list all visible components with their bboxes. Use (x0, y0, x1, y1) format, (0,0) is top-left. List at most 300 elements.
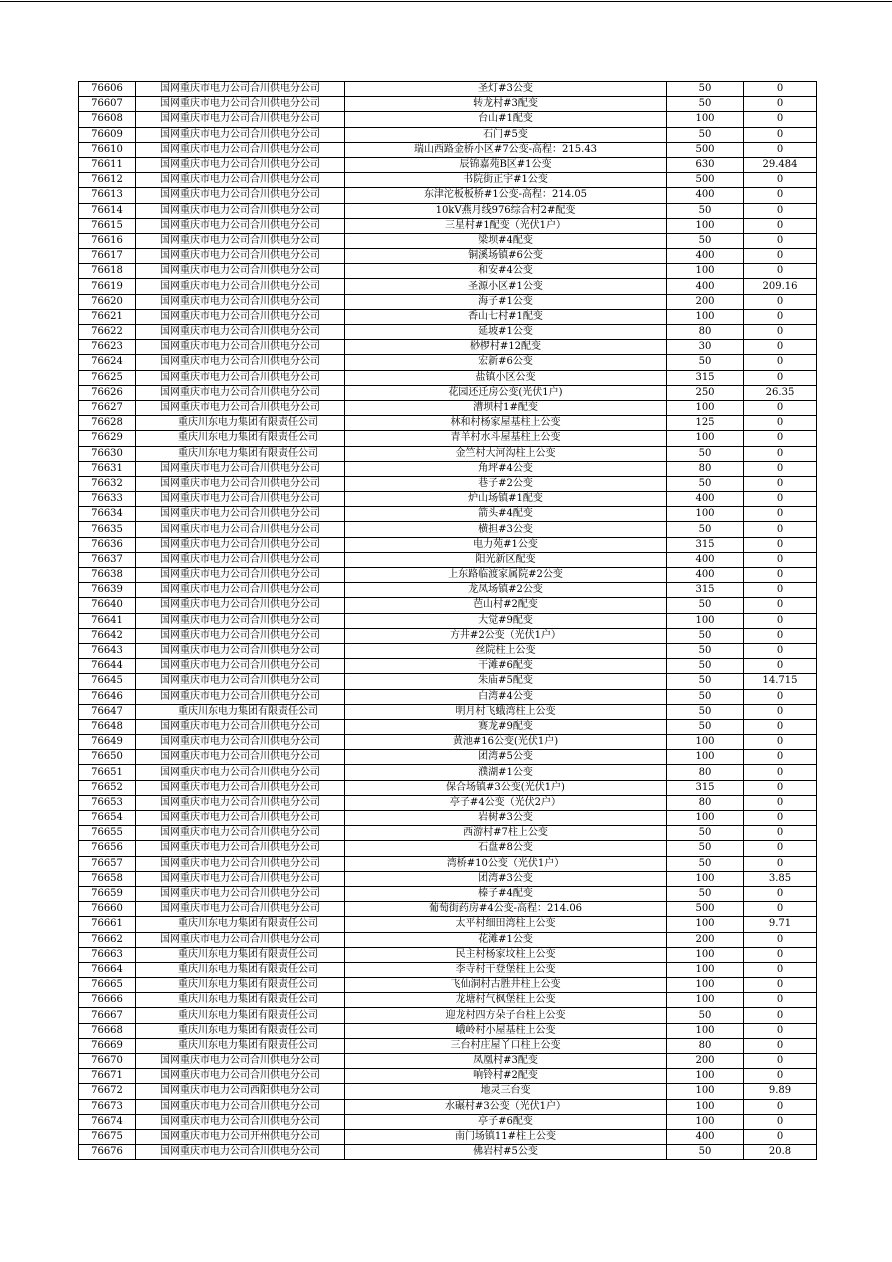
table-row (79, 719, 817, 734)
transformer-name-cell: 李寺村干登堡柱上公变 (345, 962, 667, 977)
transformer-name-cell: 明月村飞蛾湾柱上公变 (345, 704, 667, 719)
record-id-cell: 76672 (79, 1084, 136, 1099)
company-cell: 国网重庆市电力公司合川供电分公司 (136, 340, 345, 355)
record-id-cell: 76614 (79, 203, 136, 218)
transformer-name-cell: 太平村细田湾柱上公变 (345, 917, 667, 932)
table-row (79, 856, 817, 871)
capacity-cell: 400 (667, 279, 744, 294)
capacity-cell: 50 (667, 82, 744, 97)
company-cell: 国网重庆市电力公司合川供电分公司 (136, 886, 345, 901)
capacity-cell: 400 (667, 552, 744, 567)
record-id-cell: 76617 (79, 249, 136, 264)
value-cell: 0 (744, 962, 817, 977)
record-id-cell: 76646 (79, 689, 136, 704)
table-row (79, 735, 817, 750)
capacity-cell: 30 (667, 340, 744, 355)
record-id-cell: 76627 (79, 400, 136, 415)
value-cell: 0 (744, 643, 817, 658)
capacity-cell: 125 (667, 416, 744, 431)
company-cell: 国网重庆市电力公司合川供电分公司 (136, 157, 345, 172)
value-cell: 0 (744, 811, 817, 826)
capacity-cell: 200 (667, 294, 744, 309)
value-cell: 0 (744, 461, 817, 476)
company-cell: 国网重庆市电力公司合川供电分公司 (136, 82, 345, 97)
capacity-cell: 50 (667, 233, 744, 248)
company-cell: 国网重庆市电力公司合川供电分公司 (136, 476, 345, 491)
transformer-name-cell: 西游村#7柱上公变 (345, 826, 667, 841)
record-id-cell: 76657 (79, 856, 136, 871)
record-id-cell: 76669 (79, 1038, 136, 1053)
company-cell: 国网重庆市电力公司合川供电分公司 (136, 188, 345, 203)
value-cell: 0 (744, 1038, 817, 1053)
value-cell: 0 (744, 1023, 817, 1038)
record-id-cell: 76674 (79, 1114, 136, 1129)
table-row (79, 568, 817, 583)
value-cell: 0 (744, 370, 817, 385)
table-row (79, 1069, 817, 1084)
transformer-name-cell: 凤凰村#3配变 (345, 1054, 667, 1069)
table-row (79, 993, 817, 1008)
company-cell: 国网重庆市电力公司合川供电分公司 (136, 613, 345, 628)
table-row (79, 613, 817, 628)
capacity-cell: 315 (667, 583, 744, 598)
table-body (79, 82, 817, 1160)
value-cell: 0 (744, 233, 817, 248)
company-cell: 重庆川东电力集团有限责任公司 (136, 704, 345, 719)
page-top-rule (0, 1, 892, 2)
value-cell: 209.16 (744, 279, 817, 294)
table-row (79, 583, 817, 598)
company-cell: 国网重庆市电力公司合川供电分公司 (136, 689, 345, 704)
capacity-cell: 100 (667, 400, 744, 415)
table-row (79, 400, 817, 415)
transformer-name-cell: 芭山村#2配变 (345, 598, 667, 613)
company-cell: 国网重庆市电力公司合川供电分公司 (136, 795, 345, 810)
capacity-cell: 50 (667, 628, 744, 643)
value-cell: 0 (744, 127, 817, 142)
transformer-table (78, 81, 817, 1160)
value-cell: 0 (744, 537, 817, 552)
value-cell: 0 (744, 704, 817, 719)
company-cell: 国网重庆市电力公司合川供电分公司 (136, 568, 345, 583)
value-cell: 3.85 (744, 871, 817, 886)
capacity-cell: 50 (667, 598, 744, 613)
capacity-cell: 80 (667, 325, 744, 340)
transformer-name-cell: 水碾村#3公变（光伏1户） (345, 1099, 667, 1114)
company-cell: 国网重庆市电力公司西阳供电分公司 (136, 1084, 345, 1099)
value-cell: 0 (744, 856, 817, 871)
transformer-name-cell: 濮湖#1公变 (345, 765, 667, 780)
table-row (79, 97, 817, 112)
table-row (79, 1114, 817, 1129)
company-cell: 国网重庆市电力公司合川供电分公司 (136, 249, 345, 264)
capacity-cell: 400 (667, 249, 744, 264)
value-cell: 0 (744, 583, 817, 598)
company-cell: 国网重庆市电力公司合川供电分公司 (136, 507, 345, 522)
capacity-cell: 50 (667, 826, 744, 841)
table-row (79, 461, 817, 476)
capacity-cell: 50 (667, 841, 744, 856)
capacity-cell: 100 (667, 811, 744, 826)
company-cell: 国网重庆市电力公司合川供电分公司 (136, 218, 345, 233)
capacity-cell: 80 (667, 795, 744, 810)
capacity-cell: 50 (667, 643, 744, 658)
company-cell: 国网重庆市电力公司合川供电分公司 (136, 142, 345, 157)
table-row (79, 522, 817, 537)
capacity-cell: 50 (667, 1008, 744, 1023)
transformer-name-cell: 三星村#1配变（光伏1户） (345, 218, 667, 233)
record-id-cell: 76626 (79, 385, 136, 400)
record-id-cell: 76652 (79, 780, 136, 795)
capacity-cell: 100 (667, 735, 744, 750)
capacity-cell: 100 (667, 962, 744, 977)
capacity-cell: 315 (667, 370, 744, 385)
capacity-cell: 200 (667, 932, 744, 947)
capacity-cell: 50 (667, 1145, 744, 1160)
record-id-cell: 76630 (79, 446, 136, 461)
capacity-cell: 100 (667, 1099, 744, 1114)
capacity-cell: 50 (667, 856, 744, 871)
capacity-cell: 50 (667, 719, 744, 734)
table-row (79, 871, 817, 886)
value-cell: 0 (744, 932, 817, 947)
record-id-cell: 76661 (79, 917, 136, 932)
transformer-name-cell: 香山七村#1配变 (345, 309, 667, 324)
capacity-cell: 400 (667, 1129, 744, 1144)
record-id-cell: 76663 (79, 947, 136, 962)
capacity-cell: 630 (667, 157, 744, 172)
transformer-name-cell: 赛龙#9配变 (345, 719, 667, 734)
table-row (79, 932, 817, 947)
company-cell: 国网重庆市电力公司合川供电分公司 (136, 1069, 345, 1084)
transformer-name-cell: 海子#1公变 (345, 294, 667, 309)
table-row (79, 309, 817, 324)
table-row (79, 1145, 817, 1160)
value-cell: 29.484 (744, 157, 817, 172)
table-row (79, 112, 817, 127)
value-cell: 0 (744, 112, 817, 127)
table-row (79, 325, 817, 340)
company-cell: 国网重庆市电力公司开州供电分公司 (136, 1129, 345, 1144)
value-cell: 14.715 (744, 674, 817, 689)
company-cell: 重庆川东电力集团有限责任公司 (136, 993, 345, 1008)
transformer-name-cell: 角坪#4公变 (345, 461, 667, 476)
company-cell: 国网重庆市电力公司合川供电分公司 (136, 780, 345, 795)
transformer-name-cell: 南门场镇11#柱上公变 (345, 1129, 667, 1144)
table-row (79, 355, 817, 370)
value-cell: 0 (744, 735, 817, 750)
record-id-cell: 76654 (79, 811, 136, 826)
value-cell: 0 (744, 188, 817, 203)
value-cell: 0 (744, 507, 817, 522)
capacity-cell: 50 (667, 97, 744, 112)
table-row (79, 537, 817, 552)
capacity-cell: 80 (667, 765, 744, 780)
company-cell: 国网重庆市电力公司合川供电分公司 (136, 1099, 345, 1114)
transformer-name-cell: 大觉#9配变 (345, 613, 667, 628)
value-cell: 0 (744, 750, 817, 765)
transformer-name-cell: 炉山场镇#1配变 (345, 492, 667, 507)
record-id-cell: 76645 (79, 674, 136, 689)
value-cell: 0 (744, 142, 817, 157)
table-row (79, 218, 817, 233)
transformer-name-cell: 青羊村水斗屋基柱上公变 (345, 431, 667, 446)
company-cell: 国网重庆市电力公司合川供电分公司 (136, 811, 345, 826)
value-cell: 0 (744, 1054, 817, 1069)
transformer-name-cell: 丝院柱上公变 (345, 643, 667, 658)
capacity-cell: 500 (667, 142, 744, 157)
record-id-cell: 76622 (79, 325, 136, 340)
capacity-cell: 50 (667, 127, 744, 142)
capacity-cell: 80 (667, 1038, 744, 1053)
record-id-cell: 76660 (79, 902, 136, 917)
transformer-name-cell: 转龙村#3配变 (345, 97, 667, 112)
value-cell: 0 (744, 294, 817, 309)
record-id-cell: 76611 (79, 157, 136, 172)
company-cell: 国网重庆市电力公司合川供电分公司 (136, 598, 345, 613)
table-row (79, 370, 817, 385)
transformer-name-cell: 横担#3公变 (345, 522, 667, 537)
table-row (79, 142, 817, 157)
value-cell: 0 (744, 325, 817, 340)
value-cell: 0 (744, 522, 817, 537)
capacity-cell: 250 (667, 385, 744, 400)
table-row (79, 431, 817, 446)
record-id-cell: 76606 (79, 82, 136, 97)
transformer-name-cell: 圣源小区#1公变 (345, 279, 667, 294)
table-row (79, 340, 817, 355)
transformer-name-cell: 干滩#6配变 (345, 659, 667, 674)
record-id-cell: 76650 (79, 750, 136, 765)
table-row (79, 780, 817, 795)
table-row (79, 1023, 817, 1038)
capacity-cell: 100 (667, 947, 744, 962)
value-cell: 0 (744, 218, 817, 233)
record-id-cell: 76643 (79, 643, 136, 658)
table-row (79, 249, 817, 264)
value-cell: 0 (744, 492, 817, 507)
table-row (79, 628, 817, 643)
value-cell: 0 (744, 765, 817, 780)
table-row (79, 203, 817, 218)
record-id-cell: 76612 (79, 173, 136, 188)
transformer-name-cell: 辰锦嘉苑B区#1公变 (345, 157, 667, 172)
table-row (79, 917, 817, 932)
value-cell: 0 (744, 568, 817, 583)
transformer-name-cell: 亭子#6配变 (345, 1114, 667, 1129)
record-id-cell: 76625 (79, 370, 136, 385)
company-cell: 国网重庆市电力公司合川供电分公司 (136, 294, 345, 309)
company-cell: 国网重庆市电力公司合川供电分公司 (136, 856, 345, 871)
table-row (79, 82, 817, 97)
value-cell: 0 (744, 628, 817, 643)
value-cell: 0 (744, 947, 817, 962)
value-cell: 0 (744, 340, 817, 355)
transformer-name-cell: 巷子#2公变 (345, 476, 667, 491)
transformer-name-cell: 岩树#3公变 (345, 811, 667, 826)
value-cell: 0 (744, 1008, 817, 1023)
table-row (79, 978, 817, 993)
record-id-cell: 76610 (79, 142, 136, 157)
transformer-name-cell: 民主村杨家坟柱上公变 (345, 947, 667, 962)
table-row (79, 659, 817, 674)
capacity-cell: 100 (667, 613, 744, 628)
company-cell: 国网重庆市电力公司合川供电分公司 (136, 659, 345, 674)
value-cell: 9.89 (744, 1084, 817, 1099)
capacity-cell: 400 (667, 188, 744, 203)
table-row (79, 476, 817, 491)
transformer-name-cell: 龙塘村气枫堡柱上公变 (345, 993, 667, 1008)
transformer-name-cell: 方井#2公变（光伏1户） (345, 628, 667, 643)
table-row (79, 962, 817, 977)
company-cell: 重庆川东电力集团有限责任公司 (136, 962, 345, 977)
capacity-cell: 100 (667, 309, 744, 324)
table-row (79, 1099, 817, 1114)
value-cell: 0 (744, 97, 817, 112)
value-cell: 0 (744, 400, 817, 415)
table-row (79, 1054, 817, 1069)
record-id-cell: 76676 (79, 1145, 136, 1160)
record-id-cell: 76621 (79, 309, 136, 324)
company-cell: 国网重庆市电力公司合川供电分公司 (136, 385, 345, 400)
company-cell: 国网重庆市电力公司合川供电分公司 (136, 552, 345, 567)
value-cell: 0 (744, 689, 817, 704)
record-id-cell: 76608 (79, 112, 136, 127)
record-id-cell: 76637 (79, 552, 136, 567)
value-cell: 0 (744, 476, 817, 491)
transformer-name-cell: 林和村杨家屋基柱上公变 (345, 416, 667, 431)
table-row (79, 750, 817, 765)
record-id-cell: 76631 (79, 461, 136, 476)
transformer-name-cell: 白湾#4公变 (345, 689, 667, 704)
company-cell: 国网重庆市电力公司合川供电分公司 (136, 735, 345, 750)
capacity-cell: 50 (667, 674, 744, 689)
record-id-cell: 76634 (79, 507, 136, 522)
record-id-cell: 76638 (79, 568, 136, 583)
capacity-cell: 100 (667, 264, 744, 279)
record-id-cell: 76666 (79, 993, 136, 1008)
value-cell: 0 (744, 309, 817, 324)
company-cell: 重庆川东电力集团有限责任公司 (136, 431, 345, 446)
table-row (79, 765, 817, 780)
value-cell: 0 (744, 613, 817, 628)
value-cell: 26.35 (744, 385, 817, 400)
value-cell: 9.71 (744, 917, 817, 932)
record-id-cell: 76629 (79, 431, 136, 446)
capacity-cell: 100 (667, 431, 744, 446)
transformer-name-cell: 三台村庄屋丫口柱上公变 (345, 1038, 667, 1053)
transformer-name-cell: 宏新#6公变 (345, 355, 667, 370)
value-cell: 0 (744, 780, 817, 795)
value-cell: 0 (744, 355, 817, 370)
transformer-name-cell: 团湾#3公变 (345, 871, 667, 886)
record-id-cell: 76664 (79, 962, 136, 977)
company-cell: 重庆川东电力集团有限责任公司 (136, 978, 345, 993)
table-row (79, 385, 817, 400)
value-cell: 0 (744, 1099, 817, 1114)
transformer-name-cell: 和安#4公变 (345, 264, 667, 279)
record-id-cell: 76641 (79, 613, 136, 628)
value-cell: 0 (744, 431, 817, 446)
company-cell: 国网重庆市电力公司合川供电分公司 (136, 233, 345, 248)
table-row (79, 886, 817, 901)
capacity-cell: 50 (667, 522, 744, 537)
transformer-name-cell: 漕坝村1#配变 (345, 400, 667, 415)
company-cell: 国网重庆市电力公司合川供电分公司 (136, 826, 345, 841)
table-row (79, 643, 817, 658)
transformer-name-cell: 亭子#4公变（光伏2户） (345, 795, 667, 810)
record-id-cell: 76632 (79, 476, 136, 491)
record-id-cell: 76651 (79, 765, 136, 780)
company-cell: 国网重庆市电力公司合川供电分公司 (136, 461, 345, 476)
record-id-cell: 76609 (79, 127, 136, 142)
company-cell: 国网重庆市电力公司合川供电分公司 (136, 400, 345, 415)
capacity-cell: 100 (667, 112, 744, 127)
record-id-cell: 76662 (79, 932, 136, 947)
value-cell: 0 (744, 841, 817, 856)
record-id-cell: 76675 (79, 1129, 136, 1144)
capacity-cell: 100 (667, 993, 744, 1008)
company-cell: 重庆川东电力集团有限责任公司 (136, 1038, 345, 1053)
company-cell: 国网重庆市电力公司合川供电分公司 (136, 279, 345, 294)
transformer-name-cell: 榛子#4配变 (345, 886, 667, 901)
capacity-cell: 100 (667, 1069, 744, 1084)
company-cell: 重庆川东电力集团有限责任公司 (136, 947, 345, 962)
capacity-cell: 50 (667, 886, 744, 901)
transformer-name-cell: 盐镇小区公变 (345, 370, 667, 385)
value-cell: 0 (744, 203, 817, 218)
value-cell: 0 (744, 826, 817, 841)
company-cell: 国网重庆市电力公司合川供电分公司 (136, 765, 345, 780)
capacity-cell: 100 (667, 750, 744, 765)
transformer-name-cell: 响铃村#2配变 (345, 1069, 667, 1084)
transformer-name-cell: 瑞山西路金桥小区#7公变-高程：215.43 (345, 142, 667, 157)
company-cell: 国网重庆市电力公司合川供电分公司 (136, 537, 345, 552)
capacity-cell: 50 (667, 446, 744, 461)
capacity-cell: 315 (667, 537, 744, 552)
table-row (79, 902, 817, 917)
company-cell: 重庆川东电力集团有限责任公司 (136, 1023, 345, 1038)
capacity-cell: 50 (667, 203, 744, 218)
capacity-cell: 100 (667, 218, 744, 233)
record-id-cell: 76642 (79, 628, 136, 643)
record-id-cell: 76647 (79, 704, 136, 719)
record-id-cell: 76636 (79, 537, 136, 552)
company-cell: 国网重庆市电力公司合川供电分公司 (136, 522, 345, 537)
capacity-cell: 400 (667, 492, 744, 507)
capacity-cell: 100 (667, 507, 744, 522)
capacity-cell: 50 (667, 704, 744, 719)
capacity-cell: 315 (667, 780, 744, 795)
capacity-cell: 400 (667, 568, 744, 583)
record-id-cell: 76653 (79, 795, 136, 810)
company-cell: 国网重庆市电力公司合川供电分公司 (136, 583, 345, 598)
table-row (79, 264, 817, 279)
capacity-cell: 50 (667, 355, 744, 370)
value-cell: 0 (744, 795, 817, 810)
company-cell: 国网重庆市电力公司合川供电分公司 (136, 1114, 345, 1129)
company-cell: 国网重庆市电力公司合川供电分公司 (136, 370, 345, 385)
transformer-name-cell: 佛岩村#5公变 (345, 1145, 667, 1160)
value-cell: 0 (744, 249, 817, 264)
table-row (79, 294, 817, 309)
transformer-name-cell: 龙凤场镇#2公变 (345, 583, 667, 598)
company-cell: 国网重庆市电力公司合川供电分公司 (136, 841, 345, 856)
transformer-name-cell: 石盘#8公变 (345, 841, 667, 856)
table-row (79, 811, 817, 826)
value-cell: 0 (744, 1129, 817, 1144)
value-cell: 0 (744, 416, 817, 431)
